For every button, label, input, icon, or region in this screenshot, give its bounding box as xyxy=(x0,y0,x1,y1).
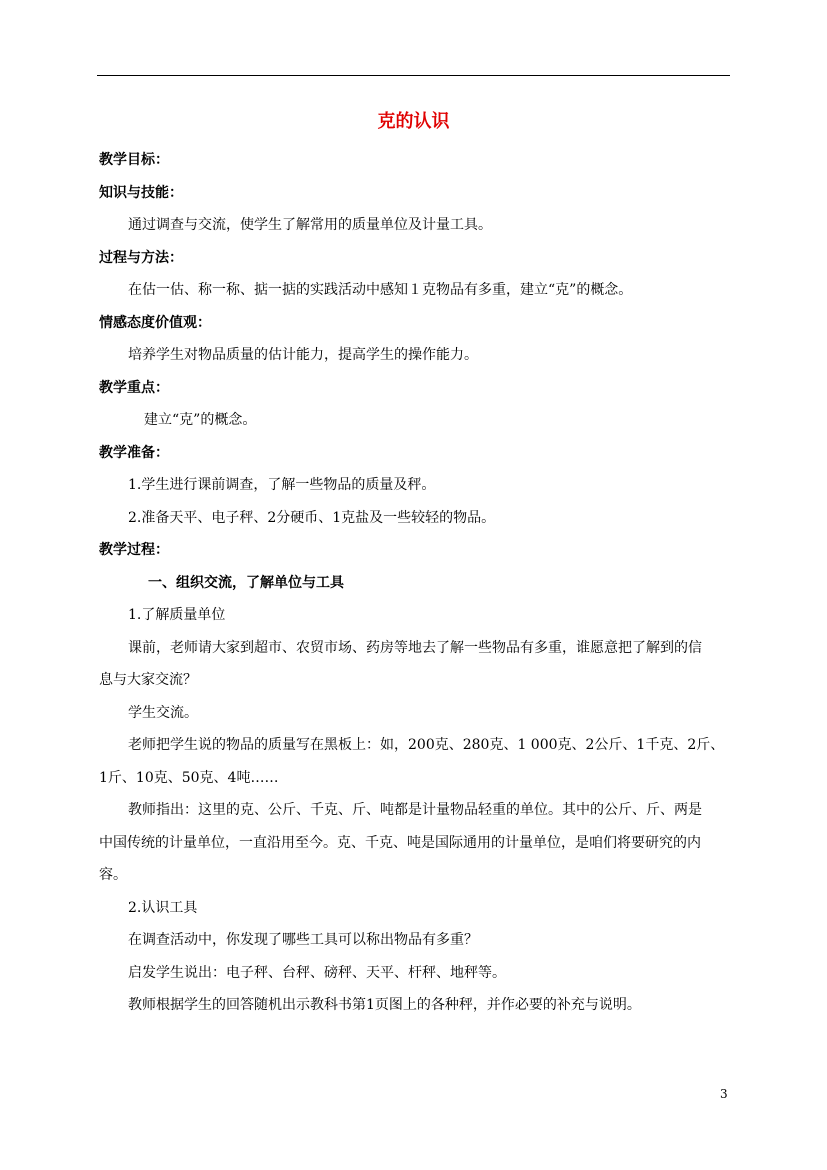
heading-process: 教学过程： xyxy=(99,542,169,558)
paragraph-line: 老师把学生说的物品的质量写在黑板上：如，200克、280克、1 000克、2公斤、1千克、2斤、 xyxy=(128,737,725,753)
paragraph-line: 1斤、10克、50克、4吨…… xyxy=(99,770,279,786)
subsection-heading-2: 2.认识工具 xyxy=(128,900,198,916)
heading-preparation: 教学准备： xyxy=(99,445,169,461)
paragraph-line: 学生交流。 xyxy=(128,705,198,721)
heading-emotion-values: 情感态度价值观： xyxy=(99,315,211,331)
paragraph-knowledge-skills: 通过调查与交流，使学生了解常用的质量单位及计量工具。 xyxy=(128,217,492,233)
paragraph-line: 教师根据学生的回答随机出示教科书第1页图上的各种秤，并作必要的补充与说明。 xyxy=(128,997,641,1013)
document-title: 克的认识 xyxy=(377,111,450,132)
paragraph-line: 容。 xyxy=(99,867,127,883)
preparation-item-2: 2.准备天平、电子秤、2分硬币、1克盐及一些较轻的物品。 xyxy=(128,510,496,526)
heading-key-point: 教学重点： xyxy=(99,380,169,396)
paragraph-line: 在调查活动中，你发现了哪些工具可以称出物品有多重？ xyxy=(128,932,478,948)
preparation-item-1: 1.学生进行课前调查，了解一些物品的质量及秤。 xyxy=(128,477,436,493)
paragraph-line: 息与大家交流？ xyxy=(99,672,197,688)
paragraph-line: 中国传统的计量单位，一直沿用至今。克、千克、吨是国际通用的计量单位，是咱们将要研究的内 xyxy=(99,835,701,851)
heading-teaching-goals: 教学目标： xyxy=(99,152,169,168)
section-heading-1: 一、组织交流，了解单位与工具 xyxy=(148,575,344,591)
heading-process-method: 过程与方法： xyxy=(99,250,183,266)
paragraph-line: 启发学生说出：电子秤、台秤、磅秤、天平、杆秤、地秤等。 xyxy=(128,965,506,981)
paragraph-process-method: 在估一估、称一称、掂一掂的实践活动中感知１克物品有多重，建立“克”的概念。 xyxy=(128,282,633,298)
paragraph-key-point: 建立“克”的概念。 xyxy=(144,412,257,428)
heading-knowledge-skills: 知识与技能： xyxy=(99,185,183,201)
page-number: 3 xyxy=(720,1087,728,1101)
paragraph-line: 教师指出：这里的克、公斤、千克、斤、吨都是计量物品轻重的单位。其中的公斤、斤、两是 xyxy=(128,802,702,818)
subsection-heading-1: 1.了解质量单位 xyxy=(128,607,226,623)
paragraph-emotion-values: 培养学生对物品质量的估计能力，提高学生的操作能力。 xyxy=(128,347,478,363)
header-rule xyxy=(97,75,730,76)
paragraph-line: 课前，老师请大家到超市、农贸市场、药房等地去了解一些物品有多重，谁愿意把了解到的信 xyxy=(128,640,702,656)
